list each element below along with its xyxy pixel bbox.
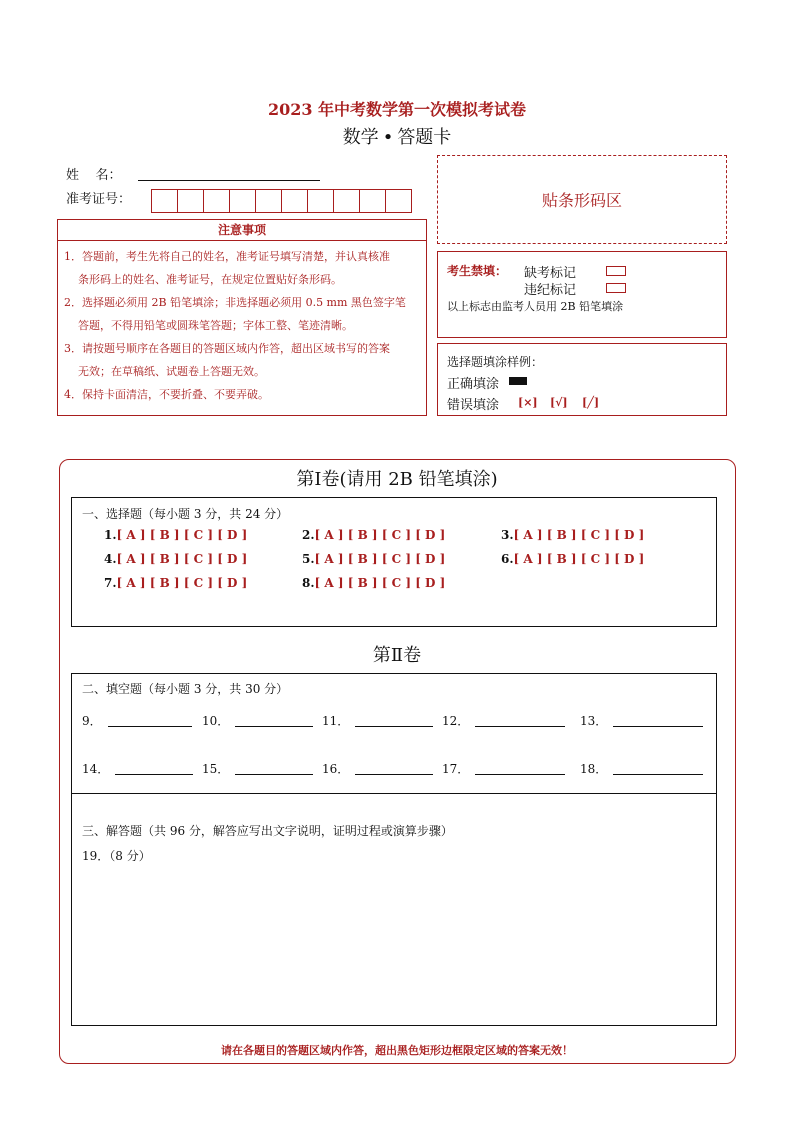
wrong-mark-cross: [×] — [518, 396, 538, 409]
correct-fill-mark — [509, 377, 527, 385]
blank-item[interactable]: 10． — [202, 712, 313, 729]
id-box[interactable] — [307, 189, 334, 213]
notice-line: 答题，不得用铅笔或圆珠笔答题；字体工整、笔迹清晰。 — [78, 319, 353, 332]
blank-item[interactable]: 11． — [322, 712, 433, 729]
choice-question[interactable]: 3.[ A ] [ B ] [ C ] [ D ] — [501, 528, 645, 542]
solution-section[interactable] — [71, 793, 717, 1026]
footer-warning: 请在各题目的答题区域内作答，超出黑色矩形边框限定区域的答案无效！ — [221, 1044, 573, 1057]
part2-title: 第Ⅱ卷 — [372, 645, 422, 666]
fill-sample-box — [437, 343, 727, 416]
notice-line: 3．请按题号顺序在各题目的答题区域内作答，超出区域书写的答案 — [64, 342, 390, 355]
id-box[interactable] — [255, 189, 282, 213]
question-19-label: 19．（8 分） — [82, 849, 151, 863]
id-box[interactable] — [177, 189, 204, 213]
barcode-label: 贴条形码区 — [541, 191, 622, 210]
subtitle-dot: • — [382, 127, 394, 148]
ban-title: 考生禁填： — [447, 264, 508, 278]
name-label: 姓 名： — [66, 168, 122, 183]
sample-title: 选择题填涂样例： — [447, 355, 544, 369]
examiner-only-box — [437, 251, 727, 338]
notice-line: 条形码上的姓名、准考证号，在规定位置贴好条形码。 — [78, 273, 342, 286]
wrong-mark-slash: [╱] — [582, 396, 600, 409]
id-box[interactable] — [203, 189, 230, 213]
choice-question[interactable]: 1.[ A ] [ B ] [ C ] [ D ] — [104, 528, 248, 542]
wrong-label: 错误填涂 — [447, 398, 500, 413]
notice-line: 4．保持卡面清洁，不要折叠、不要弄破。 — [64, 388, 269, 401]
blank-item[interactable]: 16． — [322, 760, 433, 777]
card-subtitle — [0, 123, 794, 149]
choice-question[interactable]: 2.[ A ] [ B ] [ C ] [ D ] — [302, 528, 446, 542]
blank-item[interactable]: 9． — [82, 712, 192, 729]
id-box[interactable] — [151, 189, 178, 213]
id-box[interactable] — [229, 189, 256, 213]
notice-line: 无效；在草稿纸、试题卷上答题无效。 — [78, 365, 265, 378]
missing-label: 缺考标记 — [524, 266, 577, 281]
choice-heading: 一、选择题（每小题 3 分，共 24 分） — [82, 507, 289, 521]
fill-blank-section — [71, 673, 717, 794]
correct-label: 正确填涂 — [447, 377, 500, 392]
choice-question[interactable]: 5.[ A ] [ B ] [ C ] [ D ] — [302, 552, 446, 566]
notice-heading: 注意事项 — [57, 219, 427, 241]
id-box[interactable] — [359, 189, 386, 213]
wrong-mark-check: [√] — [550, 396, 568, 409]
choice-question[interactable]: 8.[ A ] [ B ] [ C ] [ D ] — [302, 576, 446, 590]
missing-mark-box[interactable] — [606, 266, 626, 276]
name-field[interactable] — [138, 180, 320, 181]
notice-line: 1．答题前，考生先将自己的姓名，准考证号填写清楚，并认真核准 — [64, 250, 390, 263]
ban-note: 以上标志由监考人员用 2B 铅笔填涂 — [447, 300, 624, 313]
id-boxes[interactable] — [151, 189, 412, 211]
violation-mark-box[interactable] — [606, 283, 626, 293]
notice-box — [57, 241, 427, 416]
id-box[interactable] — [385, 189, 412, 213]
id-label: 准考证号： — [66, 192, 132, 207]
blank-item[interactable]: 12． — [442, 712, 565, 729]
choice-section — [71, 497, 717, 627]
blank-item[interactable]: 15． — [202, 760, 313, 777]
notice-line: 2．选择题必须用 2B 铅笔填涂；非选择题必须用 0.5 mm 黑色签字笔 — [64, 296, 406, 309]
subject-label: 数学 — [342, 127, 379, 148]
barcode-area — [437, 155, 727, 244]
choice-question[interactable]: 6.[ A ] [ B ] [ C ] [ D ] — [501, 552, 645, 566]
choice-question[interactable]: 7.[ A ] [ B ] [ C ] [ D ] — [104, 576, 248, 590]
blank-item[interactable]: 13． — [580, 712, 703, 729]
fill-heading: 二、填空题（每小题 3 分，共 30 分） — [82, 682, 289, 696]
blank-item[interactable]: 17． — [442, 760, 565, 777]
part1-title: 第Ⅰ卷(请用 2B 铅笔填涂) — [296, 469, 498, 490]
card-label: 答题卡 — [397, 127, 452, 148]
id-box[interactable] — [333, 189, 360, 213]
blank-item[interactable]: 18． — [580, 760, 703, 777]
violation-label: 违纪标记 — [524, 283, 577, 298]
solve-heading: 三、解答题（共 96 分，解答应写出文字说明，证明过程或演算步骤） — [82, 824, 453, 838]
id-box[interactable] — [281, 189, 308, 213]
blank-item[interactable]: 14． — [82, 760, 193, 777]
exam-title: 2023 年中考数学第一次模拟考试卷 — [267, 100, 527, 119]
choice-question[interactable]: 4.[ A ] [ B ] [ C ] [ D ] — [104, 552, 248, 566]
